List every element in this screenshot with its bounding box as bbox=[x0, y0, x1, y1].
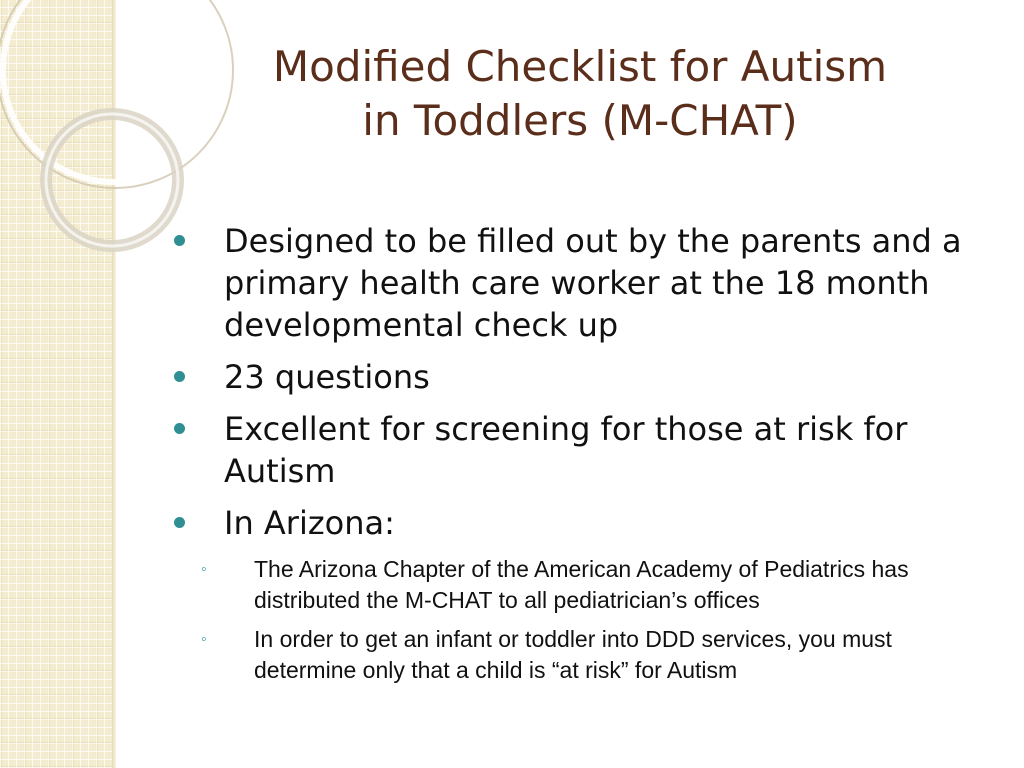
bullet-dot-icon bbox=[174, 423, 185, 434]
bullet-item bbox=[170, 502, 990, 544]
bullet-text: Designed to be filled out by the parents and a primary health care worker at the 18 month developmental check up bbox=[224, 222, 962, 344]
title-line-2: in Toddlers (M-CHAT) bbox=[362, 96, 798, 145]
bullet-item bbox=[170, 356, 990, 398]
sub-bullet-circle-icon: ◦ bbox=[201, 561, 207, 578]
slide-title bbox=[170, 40, 990, 148]
bullet-dot-icon bbox=[174, 371, 185, 382]
bullet-text: Excellent for screening for those at risk for Autism bbox=[224, 410, 908, 490]
sub-bullet-text: In order to get an infant or toddler into DDD services, you must determine only that a child is “at risk” for Autism bbox=[254, 626, 892, 683]
bullet-text: 23 questions bbox=[224, 358, 430, 396]
sub-bullet-item bbox=[170, 554, 990, 616]
bullet-dot-icon bbox=[174, 235, 185, 246]
bullet-item bbox=[170, 220, 990, 346]
sub-bullet-text: The Arizona Chapter of the American Academy of Pediatrics has distributed the M-CHAT to all pediatrician’s offices bbox=[254, 556, 909, 613]
sub-bullet-circle-icon: ◦ bbox=[201, 631, 207, 648]
title-line-1: Modified Checklist for Autism bbox=[272, 42, 888, 91]
bullet-item bbox=[170, 408, 990, 492]
bullet-text: In Arizona: bbox=[224, 504, 395, 542]
sub-bullet-item bbox=[170, 624, 990, 686]
bullet-dot-icon bbox=[174, 517, 185, 528]
bullet-list bbox=[170, 220, 990, 694]
